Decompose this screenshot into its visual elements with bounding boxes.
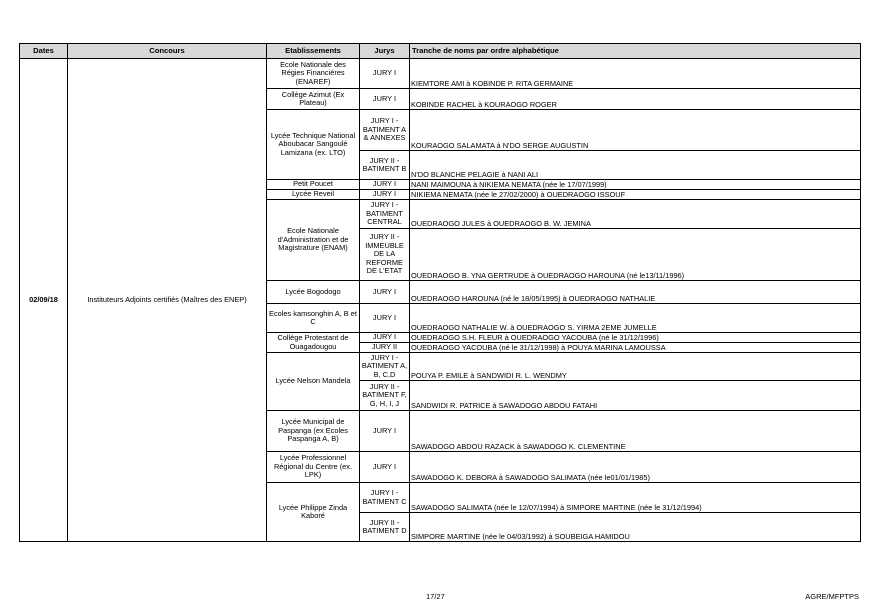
jury-cell: JURY II - BATIMENT D (360, 513, 410, 542)
name-range-cell: POUYA P. EMILE à SANDWIDI R. L. WENDMY (410, 353, 861, 381)
page-number: 17/27 (426, 592, 445, 601)
jury-cell: JURY I (360, 281, 410, 304)
name-range-cell: KIEMTORE AMI à KOBINDE P. RITA GERMAINE (410, 59, 861, 89)
etablissement-cell: Lycée Philippe Zinda Kaboré (267, 483, 360, 542)
etablissement-cell: Collège Azimut (Ex Plateau) (267, 89, 360, 110)
jury-cell: JURY I (360, 411, 410, 452)
jury-cell: JURY I (360, 452, 410, 483)
name-range-cell: OUEDRAOGO HAROUNA (né le 18/05/1995) à OUEDRAOGO NATHALIE (410, 281, 861, 304)
name-range-cell: SANDWIDI R. PATRICE à SAWADOGO ABDOU FATAHI (410, 381, 861, 411)
footer-organization: AGRE/MFPTPS (805, 592, 859, 601)
concours-name: Instituteurs Adjoints certifiés (Maîtres des ENEP) (68, 59, 267, 542)
name-range-cell: NIKIEMA NEMATA (née le 27/02/2000) à OUEDRAOGO ISSOUF (410, 190, 861, 200)
etablissement-cell: Lycée Technique National Aboubacar Sangoulé Lamizana (ex. LTO) (267, 110, 360, 180)
jury-cell: JURY II - BATIMENT B (360, 151, 410, 180)
jury-cell: JURY I (360, 180, 410, 190)
name-range-cell: OUEDRAOGO B. YNA GERTRUDE à OUEDRAOGO HAROUNA (né le13/11/1996) (410, 229, 861, 281)
name-range-cell: OUEDRAOGO YACOUBA (né le 31/12/1998) à POUYA MARINA LAMOUSSA (410, 343, 861, 353)
name-range-cell: SAWADOGO K. DEBORA à SAWADOGO SALIMATA (née le01/01/1985) (410, 452, 861, 483)
exam-date: 02/09/18 (20, 59, 68, 542)
header-concours: Concours (68, 44, 267, 59)
header-row (20, 44, 861, 59)
jury-cell: JURY I - BATIMENT A & ANNEXES (360, 110, 410, 151)
header-etablissements: Etablissements (267, 44, 360, 59)
name-range-cell: OUEDRAOGO NATHALIE W. à OUEDRAOGO S. YIRMA 2EME JUMELLE (410, 304, 861, 333)
header-jurys: Jurys (360, 44, 410, 59)
jury-cell: JURY II - IMMEUBLE DE LA REFORME DE L'ETAT (360, 229, 410, 281)
name-range-cell: SIMPORE MARTINE (née le 04/03/1992) à SOUBEIGA HAMIDOU (410, 513, 861, 542)
etablissement-cell: Lycée Reveil (267, 190, 360, 200)
jury-cell: JURY II (360, 343, 410, 353)
etablissement-cell: Petit Poucet (267, 180, 360, 190)
jury-cell: JURY I (360, 190, 410, 200)
jury-cell: JURY I - BATIMENT C (360, 483, 410, 513)
jury-cell: JURY I (360, 89, 410, 110)
name-range-cell: SAWADOGO SALIMATA (née le 12/07/1994) à SIMPORE MARTINE (née le 31/12/1994) (410, 483, 861, 513)
etablissement-cell: Collège Protestant de Ouagadougou (267, 333, 360, 353)
jury-cell: JURY I (360, 304, 410, 333)
etablissement-cell: Lycée Bogodogo (267, 281, 360, 304)
header-tranche: Tranche de noms par ordre alphabétique (410, 44, 861, 59)
name-range-cell: OUEDRAOGO JULES à OUEDRAOGO B. W. JEMINA (410, 200, 861, 229)
header-dates: Dates (20, 44, 68, 59)
schedule-table (19, 43, 861, 542)
jury-cell: JURY I (360, 333, 410, 343)
table-row (20, 59, 861, 89)
name-range-cell: N'DO BLANCHE PELAGIE à NANI ALI (410, 151, 861, 180)
etablissement-cell: Ecole Nationale des Régies Financières (ENAREF) (267, 59, 360, 89)
jury-cell: JURY I - BATIMENT CENTRAL (360, 200, 410, 229)
etablissement-cell: Lycée Professionnel Régional du Centre (ex. LPK) (267, 452, 360, 483)
jury-cell: JURY I (360, 59, 410, 89)
name-range-cell: NANI MAIMOUNA à NIKIEMA NEMATA (née le 17/07/1999) (410, 180, 861, 190)
name-range-cell: OUEDRAOGO S.H. FLEUR à OUEDRAOGO YACOUBA (né le 31/12/1996) (410, 333, 861, 343)
name-range-cell: KOURAOGO SALAMATA à N'DO SERGE AUGUSTIN (410, 110, 861, 151)
jury-cell: JURY I - BATIMENT A, B, C,D (360, 353, 410, 381)
jury-cell: JURY II - BATIMENT F, G, H, I, J (360, 381, 410, 411)
etablissement-cell: Ecoles kamsonghin A, B et C (267, 304, 360, 333)
etablissement-cell: Lycée Nelson Mandela (267, 353, 360, 411)
name-range-cell: SAWADOGO ABDOU RAZACK à SAWADOGO K. CLEMENTINE (410, 411, 861, 452)
name-range-cell: KOBINDE RACHEL à KOURAOGO ROGER (410, 89, 861, 110)
etablissement-cell: Ecole Nationale d'Administration et de Magistrature (ENAM) (267, 200, 360, 281)
etablissement-cell: Lycée Municipal de Paspanga (ex Ecoles Paspanga A, B) (267, 411, 360, 452)
